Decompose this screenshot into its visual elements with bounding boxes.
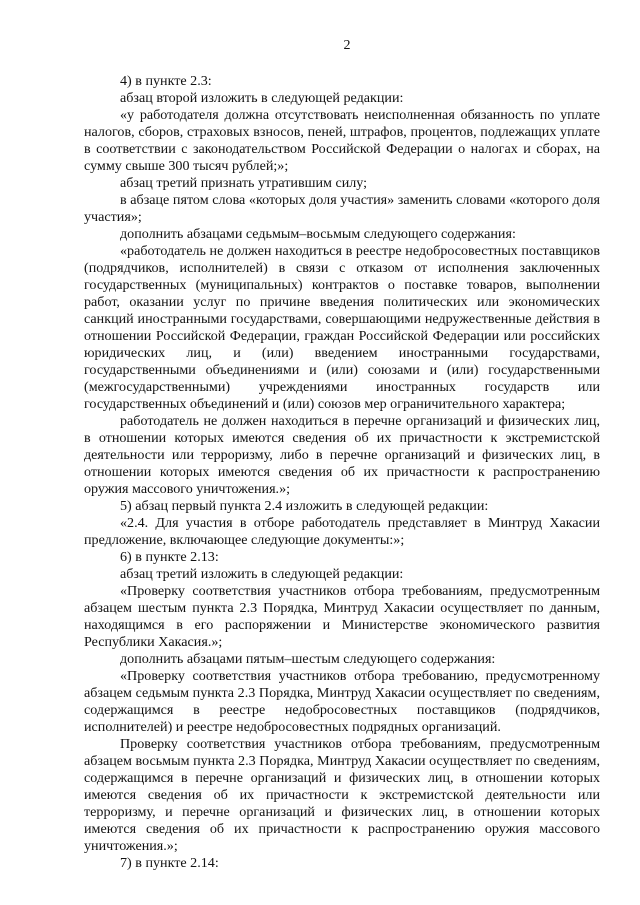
paragraph: абзац третий изложить в следующей редакции: — [120, 566, 404, 582]
paragraph: дополнить абзацами седьмым–восьмым следующего содержания: — [120, 226, 516, 242]
page-number: 2 — [343, 38, 351, 53]
paragraph: в абзаце пятом слова «которых доля участия» заменить словами «которого доля участия»; — [84, 192, 600, 225]
paragraph: Проверку соответствия участников отбора требованиям, предусмотренным абзацем восьмым пункта 2.3 Порядка, Минтруд Хакасии осуществляет по сведениям, содержащимся в перечне организаций и физических лиц, в отношении которых имеются сведения об их причастности к экстремистской деятельности или терроризму, и перечне организаций и физических лиц, в отношении которых имеются сведения об их причастности к распространению оружия массового уничтожения.»; — [84, 736, 600, 854]
paragraph: «Проверку соответствия участников отбора требованиям, предусмотренным абзацем шестым пункта 2.3 Порядка, Минтруд Хакасии осуществляет по данным, находящимся в его распоряжении и Министерстве экономического развития Республики Хакасия.»; — [84, 583, 600, 650]
paragraph: 4) в пункте 2.3: — [120, 73, 212, 89]
paragraph: дополнить абзацами пятым–шестым следующего содержания: — [120, 651, 496, 667]
paragraph: 5) абзац первый пункта 2.4 изложить в следующей редакции: — [120, 498, 489, 514]
paragraph: «2.4. Для участия в отборе работодатель представляет в Минтруд Хакасии предложение, включающее следующие документы:»; — [84, 515, 600, 548]
paragraph: 7) в пункте 2.14: — [120, 855, 219, 871]
paragraph: 6) в пункте 2.13: — [120, 549, 219, 565]
paragraph: работодатель не должен находиться в перечне организаций и физических лиц, в отношении которых имеются сведения об их причастности к экстремистской деятельности или терроризму, либо в перечне организаций и физических лиц, в отношении которых имеются сведения об их причастности к распространению оружия массового уничтожения.»; — [84, 413, 600, 497]
paragraph: абзац третий признать утратившим силу; — [120, 175, 368, 191]
paragraph: «работодатель не должен находиться в реестре недобросовестных поставщиков (подрядчиков, исполнителей) в связи с отказом от исполнения заключенных государственных (муниципальных) контрактов о поставке товаров, выполнении работ, оказании услуг по причине введения политических или экономических санкций иностранными государствами, совершающими недружественные действия в отношении Российской Федерации, граждан Российской Федерации или российских юридических лиц, и (или) введением иностранными государствами, государственными объединениями и (или) союзами и (или) государственными (межгосударственными) учреждениями иностранных государств или государственных объединений и (или) союзов мер ограничительного характера; — [84, 243, 600, 412]
paragraph: «у работодателя должна отсутствовать неисполненная обязанность по уплате налогов, сборов, страховых взносов, пеней, штрафов, процентов, подлежащих уплате в соответствии с законодательством Российской Федерации о налогах и сборах, на сумму свыше 300 тысяч рублей;»; — [84, 107, 600, 174]
paragraph: «Проверку соответствия участников отбора требованию, предусмотренному абзацем седьмым пункта 2.3 Порядка, Минтруд Хакасии осуществляет по сведениям, содержащимся в реестре недобросовестных поставщиков (подрядчиков, исполнителей) и реестре недобросовестных подрядных организаций. — [84, 668, 600, 735]
paragraph: абзац второй изложить в следующей редакции: — [120, 90, 404, 106]
